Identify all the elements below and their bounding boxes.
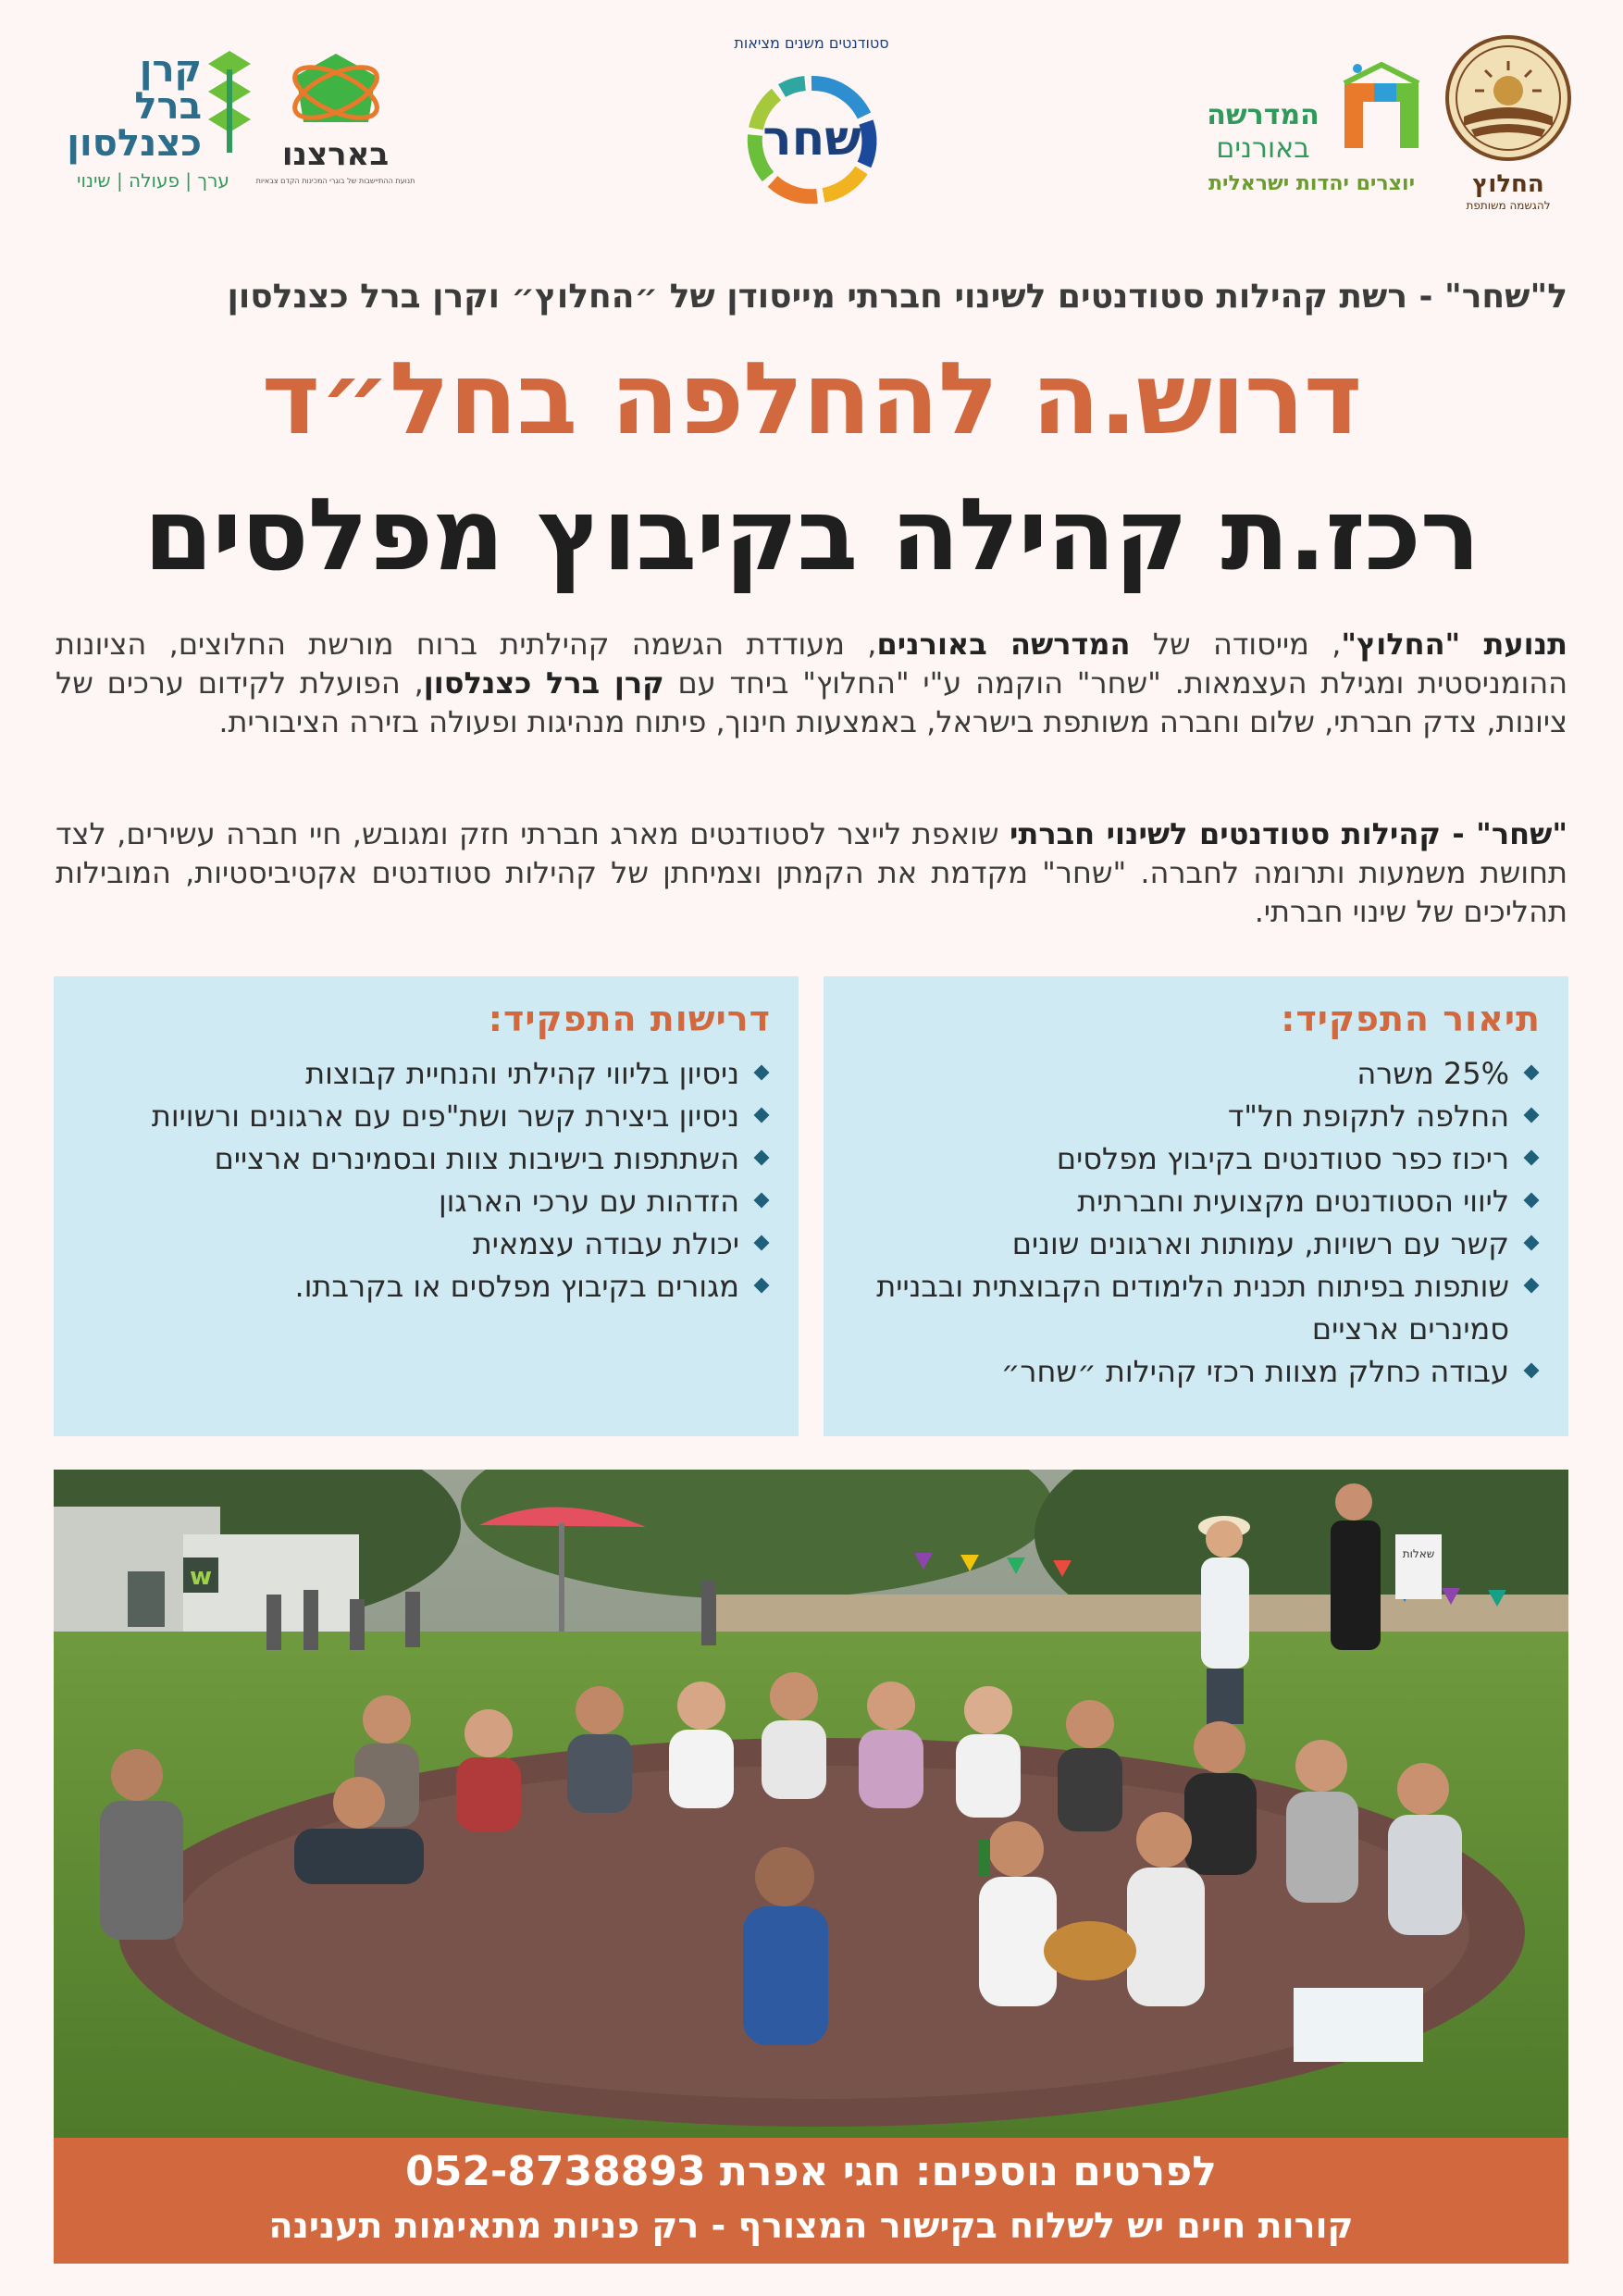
- midrasha-logo: [1198, 57, 1425, 205]
- diamond-bullet-icon: [1524, 1108, 1540, 1123]
- diamond-bullet-icon: [754, 1278, 770, 1294]
- midrasha-tagline: יוצרים יהדות ישראלית: [1208, 172, 1416, 195]
- diamond-bullet-icon: [754, 1193, 770, 1209]
- shahar-name: שחר: [762, 111, 861, 167]
- list-item: הזדהות עם ערכי הארגון: [81, 1180, 771, 1222]
- diamond-bullet-icon: [754, 1235, 770, 1251]
- shahar-paragraph: [56, 814, 1567, 931]
- bold-keren: קרן ברל כצנלסון: [423, 665, 664, 701]
- list-item: החלפה לתקופת חל"ד: [851, 1095, 1541, 1137]
- list-item: יכולת עבודה עצמאית: [81, 1222, 771, 1265]
- diamond-bullet-icon: [1524, 1193, 1540, 1209]
- para1-text-2: , מעודדת הגשמה קהילתית ברוח מורשת החלוצים, הציונות ההומניסטית ומגילת העצמאות. "שחר" הוקמה ע"י "החלוץ" ביחד עם: [56, 627, 1568, 701]
- baartzenu-logo: [250, 46, 421, 194]
- list-item: ניסיון ביצירת קשר ושת"פים עם ארגונים ורשויות: [81, 1095, 771, 1137]
- job-requirements-title: דרישות התפקיד:: [488, 999, 771, 1039]
- keren-line1: קרן: [139, 48, 202, 91]
- baartzenu-name: בארצנו: [281, 136, 390, 173]
- keren-tagline: ערך | פעולה | שינוי: [77, 169, 229, 192]
- diamond-bullet-icon: [1524, 1235, 1540, 1251]
- list-item: מגורים בקיבוץ מפלסים או בקרבתו.: [81, 1265, 771, 1308]
- photo-tree-sign: שאלות: [1402, 1547, 1435, 1560]
- cv-instructions: קורות חיים יש לשלוח בקישור המצורף - רק פניות מתאימות תענינה: [268, 2205, 1354, 2246]
- diamond-bullet-icon: [754, 1150, 770, 1166]
- diamond-bullet-icon: [1524, 1150, 1540, 1166]
- bold-hechalutz: תנועת "החלוץ": [1341, 627, 1568, 662]
- keren-line2: ברל: [134, 85, 202, 128]
- diamond-bullet-icon: [754, 1065, 770, 1081]
- baartzenu-sub: תנועת ההתיישבות של בוגרי המכינות הקדם צבאיות: [255, 177, 415, 185]
- diamond-bullet-icon: [1524, 1363, 1540, 1379]
- diamond-bullet-icon: [754, 1108, 770, 1123]
- hechalutz-name: החלוץ: [1472, 170, 1544, 198]
- job-description-title: תיאור התפקיד:: [1281, 999, 1541, 1039]
- diamond-bullet-icon: [1524, 1278, 1540, 1294]
- job-description-list: [851, 1052, 1541, 1393]
- list-item: השתתפות בישיבות צוות ובסמינרים ארציים: [81, 1137, 771, 1180]
- para1-text-3: , הפועלת לקידום ערכים של ציונות, צדק חברתי, שלום וחברה משותפת בישראל, באמצעות חינוך, פיתוח מנהיגות ופעולה בזירה הציבורית.: [56, 665, 1567, 739]
- shahar-logo: [699, 26, 925, 253]
- contact-details: לפרטים נוספים: חגי אפרת 052-8738893: [405, 2148, 1217, 2195]
- network-tagline: ל"שחר" - רשת קהילות סטודנטים לשינוי חברתי מייסודן של ״החלוץ״ וקרן ברל כצנלסון: [227, 278, 1567, 316]
- group-gathering-photo-illustration: [54, 1470, 1568, 2138]
- hechalutz-sub: להגשמה משותפת: [1466, 199, 1551, 212]
- job-description-box: [824, 976, 1568, 1436]
- diamond-bullet-icon: [1524, 1065, 1540, 1081]
- list-item: שותפות בפיתוח תכנית הלימודים הקבוצתית ובבניית סמינרים ארציים: [851, 1265, 1541, 1350]
- photo-banner-letter: w: [189, 1563, 213, 1591]
- headline-wanted: דרוש.ה להחלפה בחל״ד: [261, 341, 1362, 457]
- list-item: ליווי הסטודנטים מקצועית וחברתית: [851, 1180, 1541, 1222]
- baartzenu-emblem-icon: [285, 46, 387, 139]
- midrasha-line2: באורנים: [1216, 132, 1310, 165]
- keren-leaf-icon: [206, 51, 253, 153]
- list-item: ניסיון בליווי קהילתי והנחיית קבוצות: [81, 1052, 771, 1095]
- hechalutz-logo: [1443, 33, 1573, 212]
- para1-text-1: , מייסודה של: [1130, 627, 1342, 662]
- shahar-ring-text: סטודנטים משנים מציאות: [734, 34, 889, 52]
- list-item: עבודה כחלק מצוות רכזי קהילות ״שחר״: [851, 1350, 1541, 1393]
- keren-line3: כצנלסון: [67, 122, 202, 165]
- bold-midrasha: המדרשה באורנים: [876, 627, 1131, 662]
- list-item: קשר עם רשויות, עמותות וארגונים שונים: [851, 1222, 1541, 1265]
- hechalutz-emblem-icon: [1443, 33, 1573, 163]
- headline-position: רכז.ת קהילה בקיבוץ מפלסים: [143, 478, 1480, 593]
- job-requirements-list: [81, 1052, 771, 1308]
- intro-paragraph: [56, 625, 1567, 741]
- para2-text-1: שואפת לייצר לסטודנטים מארג חברתי חזק ומגובש, חיי חברה עשירים, לצד תחושת משמעות ותרומה לחברה. "שחר" מקדמת את הקמתן וצמיחתן של קהילות סטודנטים אקטיביסטיות, המובילות תהליכים של שינוי חברתי.: [56, 816, 1567, 929]
- contact-footer: [54, 2138, 1568, 2264]
- job-requirements-box: [54, 976, 799, 1436]
- list-item: 25% משרה: [851, 1052, 1541, 1095]
- midrasha-emblem-icon: [1337, 57, 1425, 159]
- bold-shahar: "שחר" - קהילות סטודנטים לשינוי חברתי: [1010, 816, 1568, 851]
- list-item: ריכוז כפר סטודנטים בקיבוץ מפלסים: [851, 1137, 1541, 1180]
- community-photo: [54, 1470, 1568, 2138]
- midrasha-line1: המדרשה: [1207, 99, 1319, 131]
- keren-logo: [54, 48, 253, 204]
